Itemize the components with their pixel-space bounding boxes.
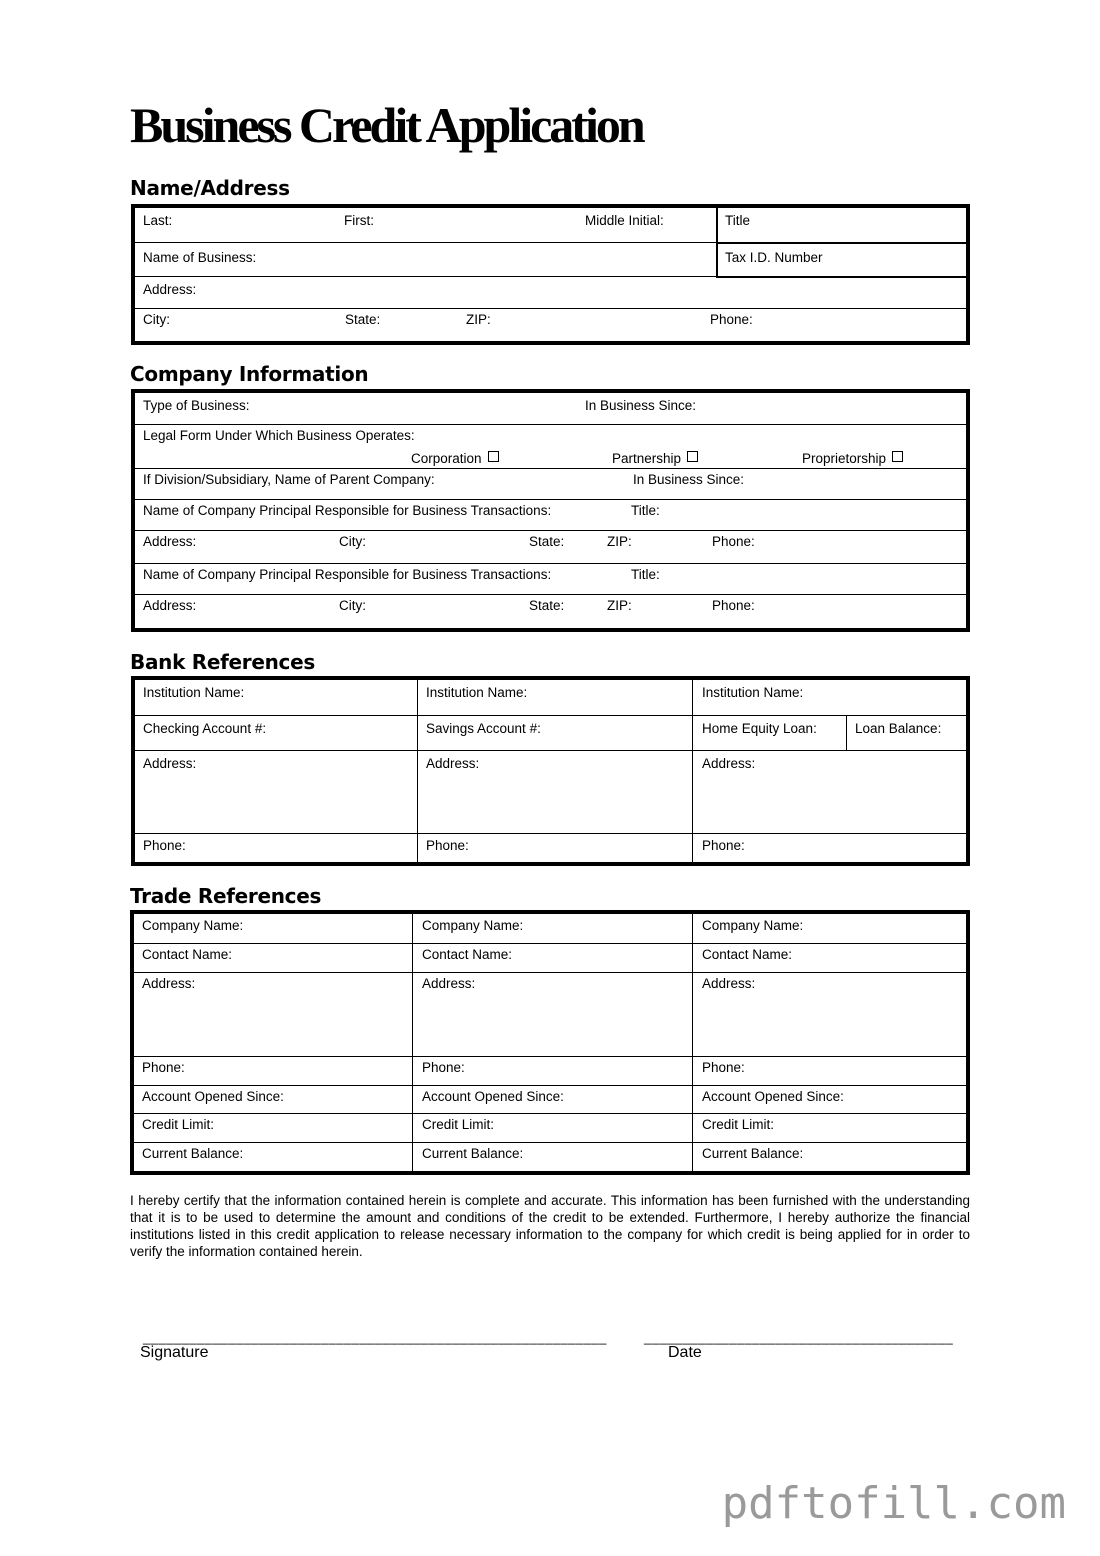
- divider: [134, 1056, 966, 1057]
- divider: [417, 680, 418, 862]
- trade-3-contact-field[interactable]: Contact Name:: [702, 947, 793, 962]
- trade-refs-box: [130, 910, 970, 1175]
- principal-1-title-field[interactable]: Title:: [631, 503, 660, 518]
- parent-company-field[interactable]: If Division/Subsidiary, Name of Parent Company:: [143, 472, 435, 487]
- partnership-checkbox[interactable]: [687, 451, 698, 462]
- trade-1-company-field[interactable]: Company Name:: [142, 918, 244, 933]
- section-heading-trade-refs: Trade References: [130, 884, 322, 908]
- principal-1-address-field[interactable]: Address:: [143, 534, 197, 549]
- section-heading-bank-refs: Bank References: [130, 650, 315, 674]
- tax-id-field[interactable]: Tax I.D. Number: [725, 250, 823, 265]
- trade-1-credit-limit-field[interactable]: Credit Limit:: [142, 1117, 215, 1132]
- checking-account-field[interactable]: Checking Account #:: [143, 721, 267, 736]
- divider: [135, 594, 966, 595]
- address-field[interactable]: Address:: [143, 282, 197, 297]
- trade-1-opened-field[interactable]: Account Opened Since:: [142, 1089, 284, 1104]
- bank-1-phone-field[interactable]: Phone:: [143, 838, 186, 853]
- corporation-checkbox[interactable]: [488, 451, 499, 462]
- bank-refs-box: [131, 676, 970, 866]
- corporation-option[interactable]: [411, 451, 499, 467]
- middle-initial-field[interactable]: Middle Initial:: [585, 213, 664, 228]
- trade-3-address-field[interactable]: Address:: [702, 976, 756, 991]
- divider: [135, 563, 966, 564]
- divider: [134, 1085, 966, 1086]
- bank-3-address-field[interactable]: Address:: [702, 756, 756, 771]
- phone-field[interactable]: Phone:: [710, 312, 753, 327]
- divider: [135, 715, 966, 716]
- certification-text: I hereby certify that the information contained herein is complete and accurate. This information has been furnished with the understanding that it is to be used to determine the amount and conditions of the credit to be extended. Furthermore, I hereby authorize the financial institutions listed in this credit application to release necessary information to the company for which credit is being applied for in order to verify the information contained herein.: [130, 1193, 970, 1259]
- divider: [716, 276, 966, 278]
- divider: [135, 530, 966, 531]
- legal-form-label: Legal Form Under Which Business Operates:: [143, 428, 415, 443]
- state-field[interactable]: State:: [345, 312, 381, 327]
- savings-account-field[interactable]: Savings Account #:: [426, 721, 541, 736]
- trade-2-opened-field[interactable]: Account Opened Since:: [422, 1089, 564, 1104]
- section-heading-name-address: Name/Address: [130, 176, 290, 200]
- trade-2-contact-field[interactable]: Contact Name:: [422, 947, 513, 962]
- trade-3-phone-field[interactable]: Phone:: [702, 1060, 745, 1075]
- type-of-business-field[interactable]: Type of Business:: [143, 398, 250, 413]
- principal-2-state-field[interactable]: State:: [529, 598, 565, 613]
- bank-2-institution-field[interactable]: Institution Name:: [426, 685, 528, 700]
- proprietorship-label: Proprietorship: [802, 451, 887, 466]
- zip-field[interactable]: ZIP:: [466, 312, 491, 327]
- proprietorship-checkbox[interactable]: [892, 451, 903, 462]
- bank-2-address-field[interactable]: Address:: [426, 756, 480, 771]
- divider: [135, 750, 966, 751]
- partnership-label: Partnership: [612, 451, 682, 466]
- last-name-field[interactable]: Last:: [143, 213, 173, 228]
- principal-2-city-field[interactable]: City:: [339, 598, 366, 613]
- signature-label: Signature: [140, 1344, 209, 1361]
- section-heading-company-info: Company Information: [130, 362, 369, 386]
- trade-2-balance-field[interactable]: Current Balance:: [422, 1146, 524, 1161]
- divider: [135, 499, 966, 500]
- proprietorship-option[interactable]: [802, 451, 903, 467]
- bank-1-institution-field[interactable]: Institution Name:: [143, 685, 245, 700]
- trade-1-contact-field[interactable]: Contact Name:: [142, 947, 233, 962]
- divider: [134, 972, 966, 973]
- corporation-label: Corporation: [411, 451, 482, 466]
- principal-2-address-field[interactable]: Address:: [143, 598, 197, 613]
- divider: [134, 1113, 966, 1114]
- principal-2-zip-field[interactable]: ZIP:: [607, 598, 632, 613]
- bank-3-phone-field[interactable]: Phone:: [702, 838, 745, 853]
- name-address-box: [131, 204, 970, 345]
- divider: [135, 468, 966, 469]
- loan-balance-field[interactable]: Loan Balance:: [855, 721, 942, 736]
- trade-2-company-field[interactable]: Company Name:: [422, 918, 524, 933]
- company-info-box: [131, 389, 970, 632]
- divider: [412, 914, 413, 1171]
- bank-3-institution-field[interactable]: Institution Name:: [702, 685, 804, 700]
- date-line[interactable]: ________________________________________: [644, 1330, 954, 1345]
- signature-line[interactable]: ____________________________________________________________: [143, 1330, 607, 1345]
- trade-2-credit-limit-field[interactable]: Credit Limit:: [422, 1117, 495, 1132]
- bank-1-address-field[interactable]: Address:: [143, 756, 197, 771]
- trade-3-company-field[interactable]: Company Name:: [702, 918, 804, 933]
- divider: [846, 715, 847, 750]
- principal-1-name-field[interactable]: Name of Company Principal Responsible for Business Transactions:: [143, 503, 552, 518]
- business-name-field[interactable]: Name of Business:: [143, 250, 257, 265]
- divider: [135, 242, 716, 243]
- watermark: pdftofill.com: [721, 1478, 1066, 1529]
- divider: [135, 308, 966, 309]
- principal-2-title-field[interactable]: Title:: [631, 567, 660, 582]
- form-title: Business Credit Application: [130, 97, 643, 153]
- trade-2-address-field[interactable]: Address:: [422, 976, 476, 991]
- title-field[interactable]: Title: [725, 213, 751, 228]
- trade-3-credit-limit-field[interactable]: Credit Limit:: [702, 1117, 775, 1132]
- in-business-since-field[interactable]: In Business Since:: [585, 398, 697, 413]
- principal-2-name-field[interactable]: Name of Company Principal Responsible for Business Transactions:: [143, 567, 552, 582]
- principal-1-phone-field[interactable]: Phone:: [712, 534, 755, 549]
- city-field[interactable]: City:: [143, 312, 170, 327]
- trade-1-balance-field[interactable]: Current Balance:: [142, 1146, 244, 1161]
- first-name-field[interactable]: First:: [344, 213, 374, 228]
- divider: [135, 833, 966, 834]
- divider: [135, 424, 966, 425]
- trade-3-balance-field[interactable]: Current Balance:: [702, 1146, 804, 1161]
- principal-1-state-field[interactable]: State:: [529, 534, 565, 549]
- principal-1-zip-field[interactable]: ZIP:: [607, 534, 632, 549]
- trade-1-address-field[interactable]: Address:: [142, 976, 196, 991]
- divider: [692, 914, 693, 1171]
- home-equity-loan-field[interactable]: Home Equity Loan:: [702, 721, 817, 736]
- trade-3-opened-field[interactable]: Account Opened Since:: [702, 1089, 844, 1104]
- divider: [135, 276, 716, 277]
- divider: [134, 1142, 966, 1143]
- parent-in-business-since-field[interactable]: In Business Since:: [633, 472, 745, 487]
- divider: [692, 680, 693, 862]
- principal-2-phone-field[interactable]: Phone:: [712, 598, 755, 613]
- partnership-option[interactable]: [612, 451, 698, 467]
- divider: [716, 242, 966, 244]
- trade-2-phone-field[interactable]: Phone:: [422, 1060, 465, 1075]
- divider: [134, 943, 966, 944]
- bank-2-phone-field[interactable]: Phone:: [426, 838, 469, 853]
- trade-1-phone-field[interactable]: Phone:: [142, 1060, 185, 1075]
- date-label: Date: [668, 1344, 702, 1361]
- principal-1-city-field[interactable]: City:: [339, 534, 366, 549]
